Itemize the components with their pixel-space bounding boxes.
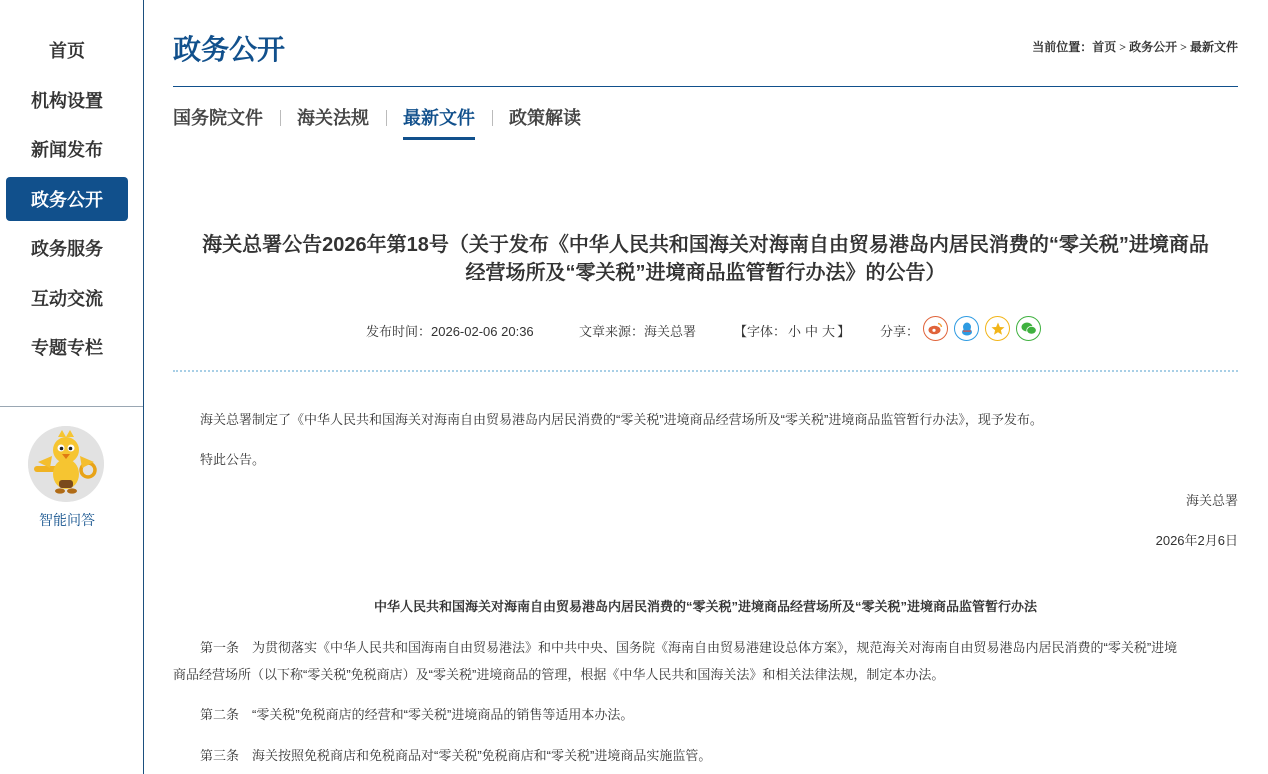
smart-assistant-mascot-icon[interactable] xyxy=(28,426,104,502)
font-size-large-button[interactable]: 大 xyxy=(822,324,836,339)
font-size-prefix: 【字体： xyxy=(734,324,787,339)
font-size-control xyxy=(734,321,850,340)
page-title: 政务公开 xyxy=(173,35,286,66)
tab-policy-interpretation[interactable]: 政策解读 xyxy=(492,104,598,132)
weibo-icon[interactable] xyxy=(923,316,948,341)
breadcrumb xyxy=(1032,38,1238,55)
tab-state-council-documents[interactable]: 国务院文件 xyxy=(173,108,263,128)
signature: 海关总署 xyxy=(1185,493,1238,508)
article-3: 第三条 海关按照免税商店和免税商品对“零关税”免税商店和“零关税”进境商品实施监管。 xyxy=(200,748,712,763)
sidebar-divider xyxy=(0,406,143,407)
font-size-suffix: 】 xyxy=(837,324,851,339)
article-title-line-1: 海关总署公告2026年第18号（关于发布《中华人民共和国海关对海南自由贸易港岛内居民消费的“零关税”进境商品 xyxy=(202,234,1209,256)
qq-icon[interactable] xyxy=(954,316,979,341)
share-buttons xyxy=(923,316,1041,341)
breadcrumb-separator: > xyxy=(1177,40,1190,54)
category-tabs xyxy=(173,104,598,132)
meta-divider xyxy=(173,370,1238,372)
sidebar-item-services[interactable]: 政务服务 xyxy=(31,239,103,259)
header-divider xyxy=(173,86,1238,87)
notice-paragraph: 特此公告。 xyxy=(200,452,266,467)
font-size-medium-button[interactable]: 中 xyxy=(805,324,819,339)
smart-assistant-label[interactable]: 智能问答 xyxy=(39,512,95,528)
wechat-icon[interactable] xyxy=(1016,316,1041,341)
document-title: 中华人民共和国海关对海南自由贸易港岛内居民消费的“零关税”进境商品经营场所及“零关税”进境商品监管暂行办法 xyxy=(373,599,1037,614)
qzone-icon[interactable] xyxy=(985,316,1010,341)
article-source-label: 文章来源： xyxy=(579,324,645,339)
tab-customs-regulations[interactable]: 海关法规 xyxy=(280,104,386,132)
breadcrumb-latest-documents[interactable]: 最新文件 xyxy=(1189,40,1238,54)
sidebar-item-news[interactable]: 新闻发布 xyxy=(31,140,103,160)
sidebar xyxy=(0,0,144,774)
sidebar-nav xyxy=(6,28,128,375)
sidebar-item-special-topics[interactable]: 专题专栏 xyxy=(31,338,103,358)
breadcrumb-separator: > xyxy=(1116,40,1130,54)
announcement-date: 2026年2月6日 xyxy=(1155,533,1238,548)
article-source-value: 海关总署 xyxy=(644,324,697,339)
article-1-line-1: 第一条 为贯彻落实《中华人民共和国海南自由贸易港法》和中共中央、国务院《海南自由贸易港建设总体方案》，规范海关对海南自由贸易港岛内居民消费的“零关税”进境 xyxy=(200,640,1178,655)
sidebar-item-home[interactable]: 首页 xyxy=(49,41,85,61)
article-title xyxy=(173,231,1238,287)
publish-time-value: 2026-02-06 20:36 xyxy=(431,324,534,339)
article-2: 第二条 “零关税”免税商店的经营和“零关税”进境商品的销售等适用本办法。 xyxy=(200,707,634,722)
sidebar-item-government-affairs[interactable]: 政务公开 xyxy=(6,177,128,221)
share-label: 分享： xyxy=(880,324,920,339)
publish-time-label: 发布时间： xyxy=(366,324,432,339)
article-title-line-2: 经营场所及“零关税”进境商品监管暂行办法》的公告） xyxy=(465,262,946,284)
publish-time xyxy=(366,321,534,340)
intro-paragraph: 海关总署制定了《中华人民共和国海关对海南自由贸易港岛内居民消费的“零关税”进境商品经营场所及“零关税”进境商品监管暂行办法》，现予发布。 xyxy=(200,412,1043,427)
sidebar-item-interaction[interactable]: 互动交流 xyxy=(31,288,103,309)
tab-latest-documents[interactable]: 最新文件 xyxy=(386,104,492,132)
breadcrumb-prefix: 当前位置： xyxy=(1032,40,1093,54)
article-meta xyxy=(173,315,1238,343)
breadcrumb-government-affairs[interactable]: 政务公开 xyxy=(1129,40,1178,54)
font-size-small-button[interactable]: 小 xyxy=(788,324,802,339)
breadcrumb-home[interactable]: 首页 xyxy=(1092,40,1117,54)
sidebar-item-organization[interactable]: 机构设置 xyxy=(31,90,103,111)
article-source xyxy=(579,321,696,340)
article-1-line-2: 商品经营场所（以下称“零关税”免税商店）及“零关税”进境商品的管理，根据《中华人民共和国海关法》和相关法律法规，制定本办法。 xyxy=(173,667,945,682)
